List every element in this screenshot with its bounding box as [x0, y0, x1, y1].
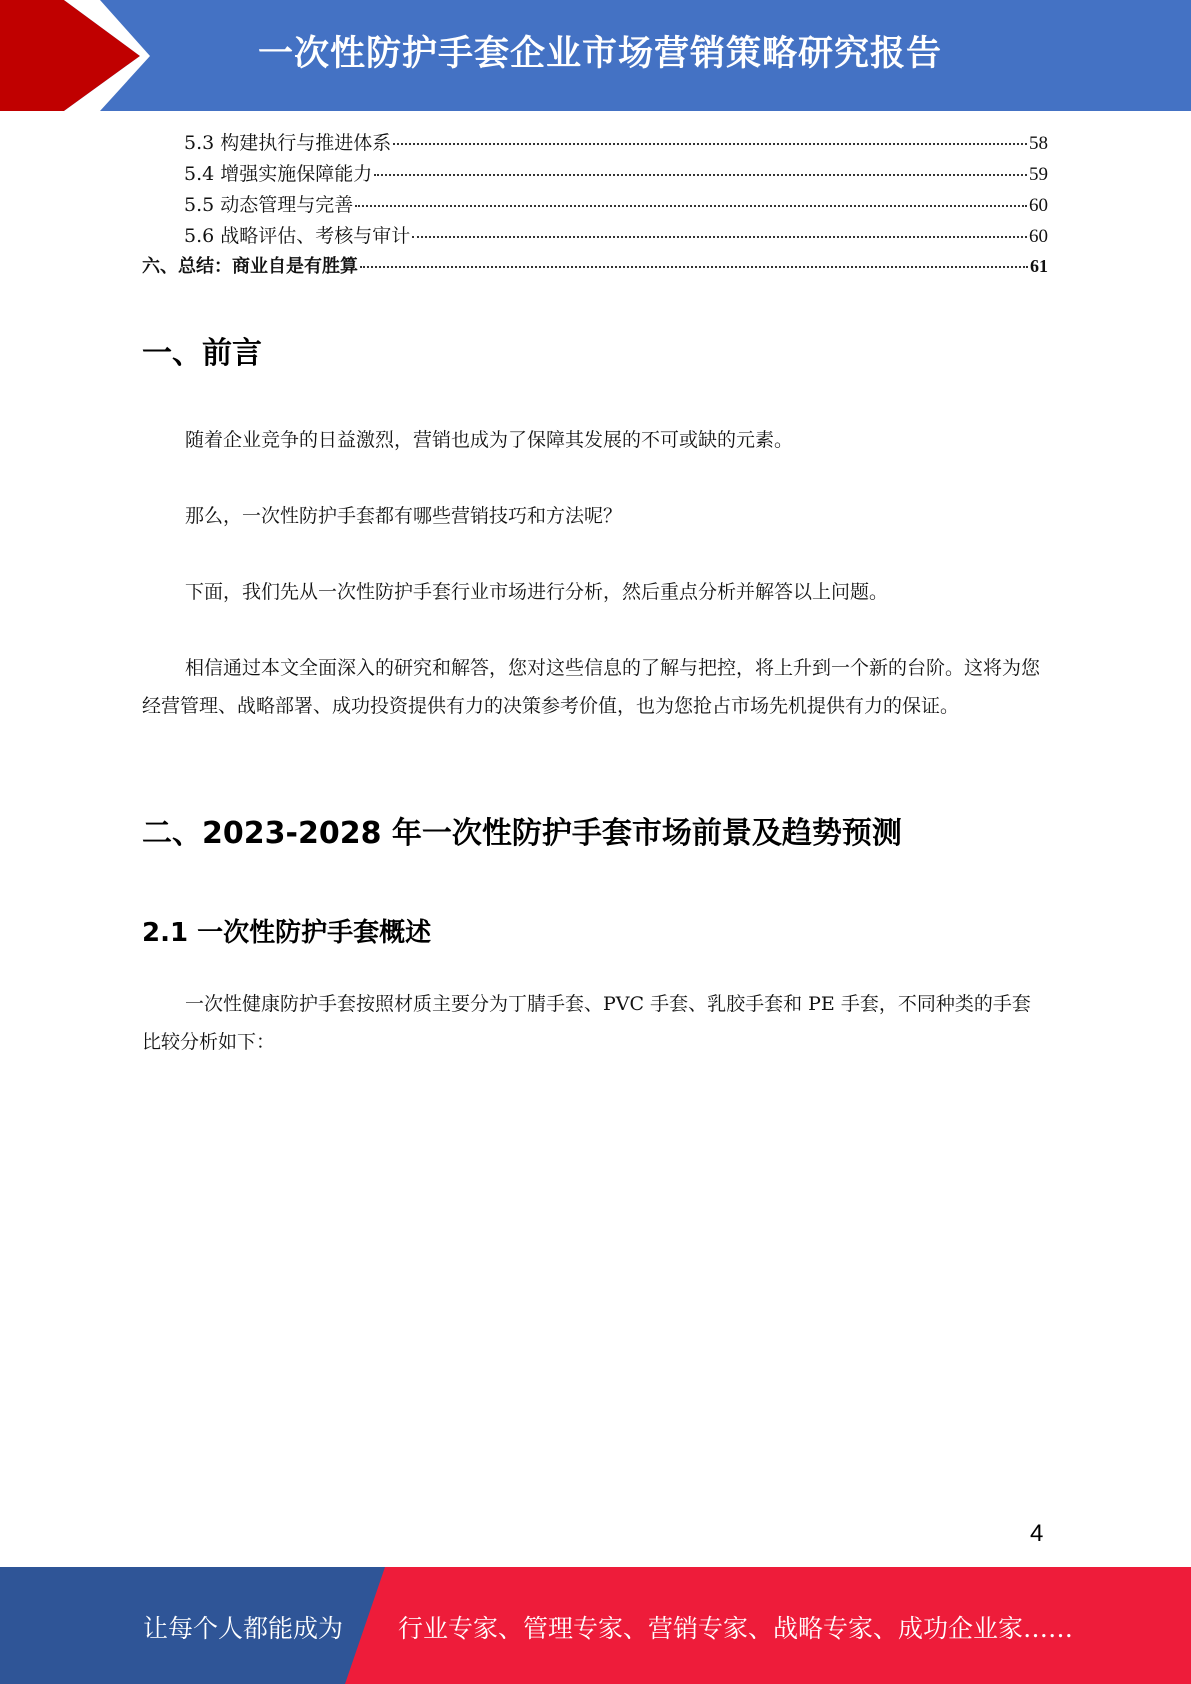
toc-leader-dots — [360, 266, 1028, 268]
subsection-heading-overview: 2.1 一次性防护手套概述 — [142, 918, 432, 948]
footer-slogan-right: 行业专家、管理专家、营销专家、战略专家、成功企业家…… — [398, 1614, 1074, 1643]
toc-entry-label: 六、总结：商业自是有胜算 — [142, 256, 358, 277]
toc-entry-page: 60 — [1029, 195, 1048, 216]
toc-entry[interactable] — [142, 190, 1048, 221]
footer-slogan-left: 让每个人都能成为 — [143, 1614, 344, 1643]
toc-entry-page: 59 — [1029, 164, 1048, 185]
toc-entry[interactable] — [142, 252, 1048, 283]
toc-entry-page: 61 — [1030, 256, 1048, 276]
toc-entry-label: 5.4 增强实施保障能力 — [184, 163, 373, 185]
toc-leader-dots — [393, 143, 1027, 145]
toc-entry-page: 58 — [1029, 133, 1048, 154]
body-paragraph: 一次性健康防护手套按照材质主要分为丁腈手套、PVC 手套、乳胶手套和 PE 手套，不同种类的手套比较分析如下： — [142, 993, 1031, 1053]
section-heading-market-outlook: 二、2023-2028 年一次性防护手套市场前景及趋势预测 — [142, 816, 902, 851]
toc-entry-label: 5.5 动态管理与完善 — [184, 194, 354, 216]
table-of-contents — [142, 128, 1048, 283]
body-paragraph: 那么，一次性防护手套都有哪些营销技巧和方法呢？ — [185, 505, 623, 527]
body-paragraph: 下面，我们先从一次性防护手套行业市场进行分析，然后重点分析并解答以上问题。 — [185, 581, 889, 603]
toc-leader-dots — [412, 236, 1027, 238]
body-paragraph: 相信通过本文全面深入的研究和解答，您对这些信息的了解与把控，将上升到一个新的台阶。这将为您经营管理、战略部署、成功投资提供有力的决策参考价值，也为您抢占市场先机提供有力的保证。 — [142, 657, 1041, 717]
toc-entry[interactable] — [142, 221, 1048, 252]
toc-entry-label: 5.6 战略评估、考核与审计 — [184, 225, 411, 247]
page-number: 4 — [1030, 1520, 1044, 1547]
report-title: 一次性防护手套企业市场营销策略研究报告 — [258, 34, 943, 74]
page-header — [0, 0, 1191, 111]
toc-entry[interactable] — [142, 159, 1048, 190]
page-footer — [0, 1567, 1191, 1684]
toc-entry[interactable] — [142, 128, 1048, 159]
toc-entry-page: 60 — [1029, 226, 1048, 247]
toc-leader-dots — [374, 174, 1027, 176]
body-paragraph: 随着企业竞争的日益激烈，营销也成为了保障其发展的不可或缺的元素。 — [185, 429, 794, 451]
section-heading-preface: 一、前言 — [142, 336, 262, 371]
toc-entry-label: 5.3 构建执行与推进体系 — [184, 132, 392, 154]
toc-leader-dots — [355, 205, 1027, 207]
